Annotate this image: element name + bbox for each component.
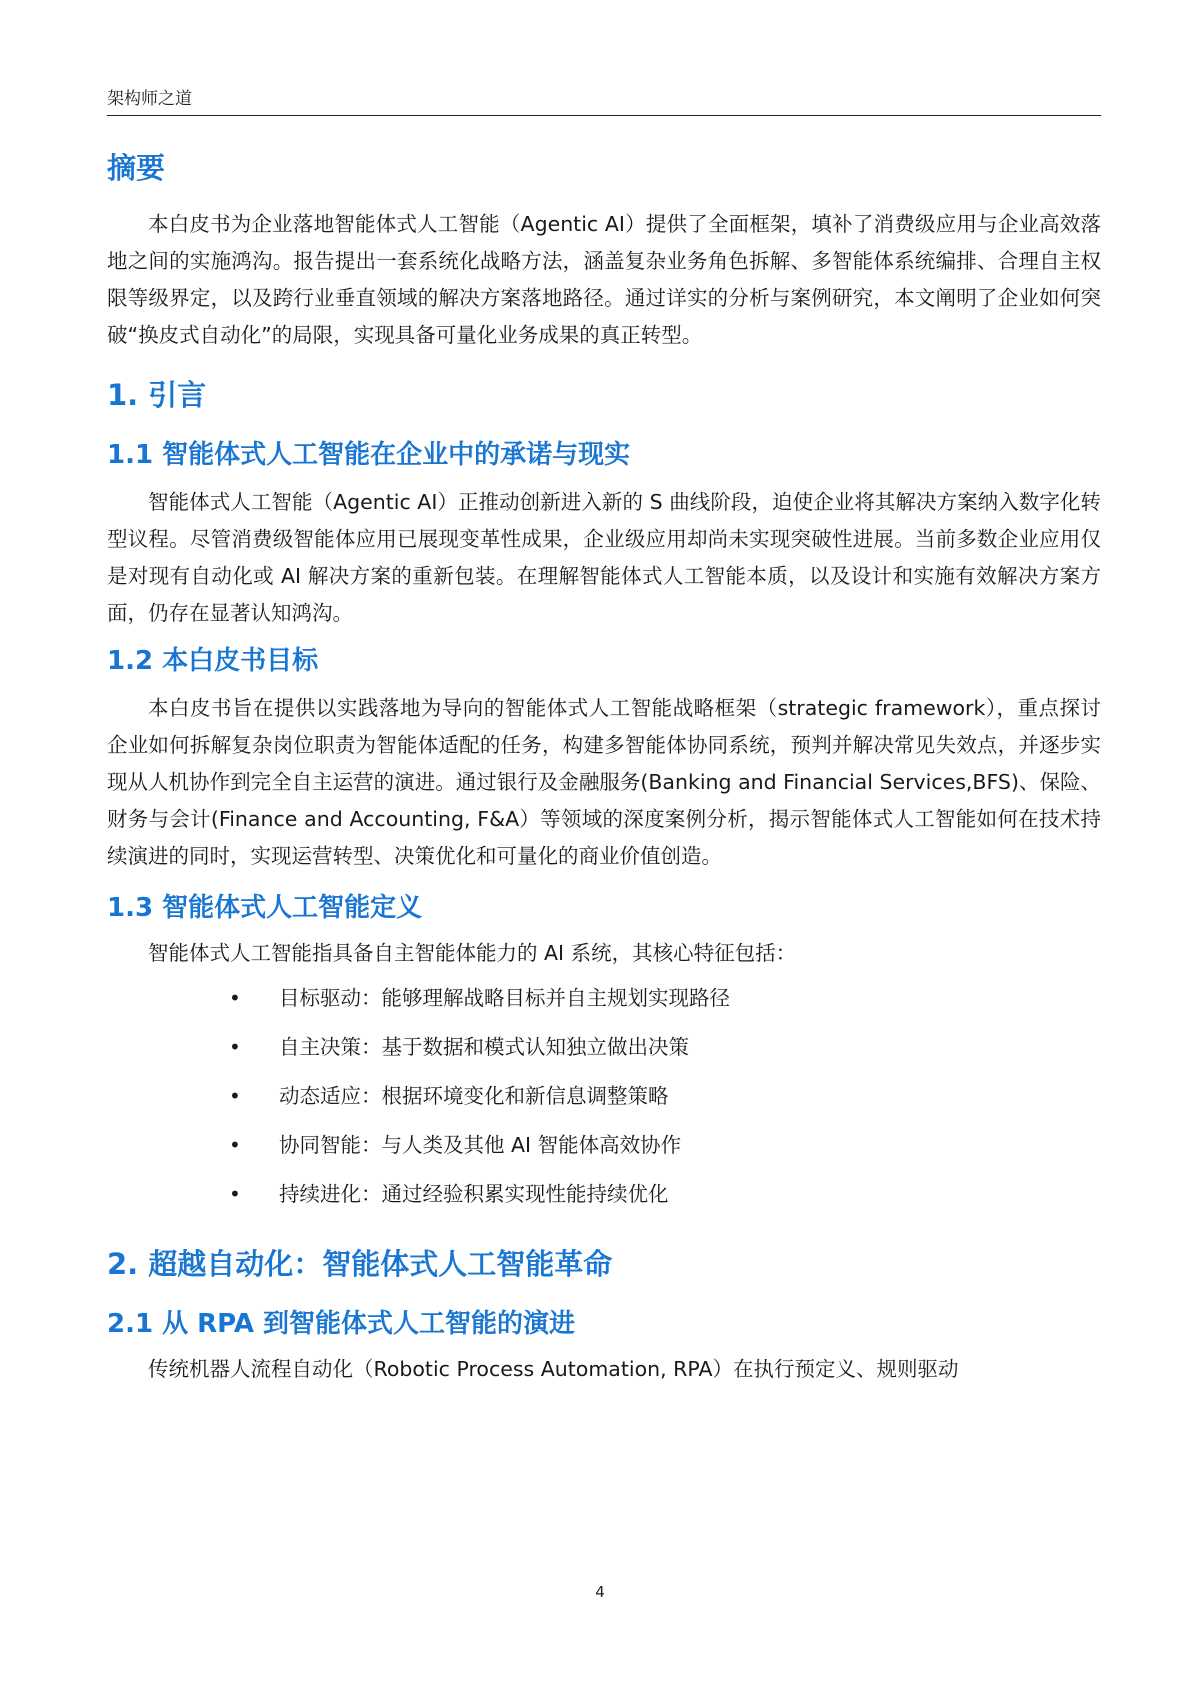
section-2-heading: 2. 超越自动化：智能体式人工智能革命: [107, 1247, 613, 1281]
page-number: 4: [595, 1583, 605, 1601]
list-item: [107, 1023, 1101, 1072]
bullet-icon: •: [229, 1035, 241, 1059]
section-2-1-paragraph: 传统机器人流程自动化（Robotic Process Automation, RPA）在执行预定义、规则驱动: [148, 1357, 959, 1381]
header-divider: [107, 115, 1101, 116]
section-1-1-paragraph: 智能体式人工智能（Agentic AI）正推动创新进入新的 S 曲线阶段，迫使企业将其解决方案纳入数字化转型议程。尽管消费级智能体应用已展现变革性成果，企业级应用却尚未实现突破性进展。当前多数企业应用仅是对现有自动化或 AI 解决方案的重新包装。在理解智能体式人工智能本质，以及设计和实施有效解决方案方面，仍存在显著认知鸿沟。: [107, 490, 1101, 625]
abstract-heading: 摘要: [107, 151, 166, 185]
list-item-text: 持续进化：通过经验积累实现性能持续优化: [279, 1182, 669, 1206]
section-1-2-paragraph: 本白皮书旨在提供以实践落地为导向的智能体式人工智能战略框架（strategic framework），重点探讨企业如何拆解复杂岗位职责为智能体适配的任务，构建多智能体协同系统，预判并解决常见失效点，并逐步实现从人机协作到完全自主运营的演进。通过银行及金融服务(Banking and Financial Services,BFS)、保险、财务与会计(Finance and Accounting, F&A）等领域的深度案例分析，揭示智能体式人工智能如何在技术持续演进的同时，实现运营转型、决策优化和可量化的商业价值创造。: [107, 696, 1101, 868]
list-item: [107, 1072, 1101, 1121]
section-1-1-heading: 1.1 智能体式人工智能在企业中的承诺与现实: [107, 440, 631, 470]
running-header: 架构师之道: [107, 89, 192, 109]
bullet-icon: •: [229, 1084, 241, 1108]
list-item: [107, 974, 1101, 1023]
section-1-heading: 1. 引言: [107, 378, 207, 412]
page-content: [107, 148, 1101, 1388]
bullet-icon: •: [229, 1133, 241, 1157]
list-item-text: 协同智能：与人类及其他 AI 智能体高效协作: [279, 1133, 682, 1157]
list-item: [107, 1121, 1101, 1170]
list-item-text: 目标驱动：能够理解战略目标并自主规划实现路径: [279, 986, 730, 1010]
list-item-text: 自主决策：基于数据和模式认知独立做出决策: [279, 1035, 689, 1059]
feature-list: [107, 974, 1101, 1219]
bullet-icon: •: [229, 1182, 241, 1206]
list-item-text: 动态适应：根据环境变化和新信息调整策略: [279, 1084, 669, 1108]
bullet-icon: •: [229, 986, 241, 1010]
section-2-1-heading: 2.1 从 RPA 到智能体式人工智能的演进: [107, 1309, 576, 1339]
section-1-3-heading: 1.3 智能体式人工智能定义: [107, 893, 423, 923]
list-item: [107, 1170, 1101, 1219]
abstract-paragraph: 本白皮书为企业落地智能体式人工智能（Agentic AI）提供了全面框架，填补了消费级应用与企业高效落地之间的实施鸿沟。报告提出一套系统化战略方法，涵盖复杂业务角色拆解、多智能体系统编排、合理自主权限等级界定，以及跨行业垂直领域的解决方案落地路径。通过详实的分析与案例研究，本文阐明了企业如何突破“换皮式自动化”的局限，实现具备可量化业务成果的真正转型。: [107, 212, 1101, 347]
section-1-3-intro: 智能体式人工智能指具备自主智能体能力的 AI 系统，其核心特征包括：: [148, 941, 797, 965]
section-1-2-heading: 1.2 本白皮书目标: [107, 646, 319, 676]
